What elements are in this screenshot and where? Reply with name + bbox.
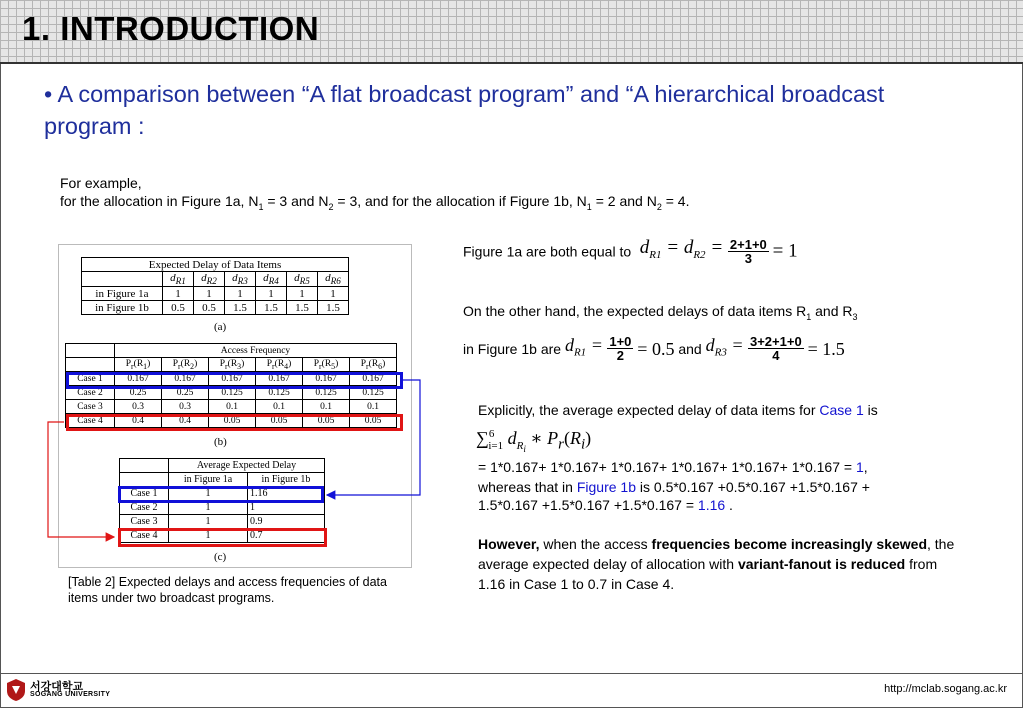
calc-line1: = 1*0.167+ 1*0.167+ 1*0.167+ 1*0.167+ 1*0.167+ 1*0.167 = 1, [478, 459, 868, 475]
label-a: (a) [214, 321, 227, 333]
table-row: Case 3 0.3 0.3 0.1 0.1 0.1 0.1 [66, 400, 397, 414]
calc-line2: whereas that in Figure 1b is 0.5*0.167 +0.5*0.167 +1.5*0.167 + [478, 479, 870, 495]
table-caption: [Table 2] Expected delays and access frequencies of data items under two broadcast programs. [68, 575, 387, 605]
explicitly-text: Explicitly, the average expected delay of data items for Case 1 is [478, 402, 878, 418]
table-header-row: in Figure 1a in Figure 1b [120, 473, 325, 487]
calc-line3: 1.5*0.167 +1.5*0.167 +1.5*0.167 = 1.16 . [478, 497, 733, 513]
table-row: in Figure 1a 1 1 1 1 1 1 [82, 287, 349, 301]
table-title: Average Expected Delay [169, 459, 325, 473]
sum-formula: ∑$^6_{i=1}$ $d_{R_i}$ ∗ $P_r(R_i)$ [476, 428, 592, 454]
table-row: Case 4 1 0.7 [120, 529, 325, 543]
label-c: (c) [214, 551, 227, 563]
table-header-row: $d_{R1}$ $d_{R2}$ $d_{R3}$ $d_{R4}$ $d_{R5}$ $d_{R6}$ [82, 272, 349, 287]
slide-title: 1. INTRODUCTION [22, 10, 320, 47]
footer-divider [0, 673, 1023, 674]
university-crest-icon [6, 678, 26, 702]
fig1a-equation: Figure 1a are both equal to $d_{R1} = d_{R2}$ = $\frac{2+1+0}{3}$ = 1 [463, 237, 798, 266]
table-header-row: $P_r(R_1)$ $P_r(R_2)$ $P_r(R_3)$ $P_r(R_4)$ $P_r(R_5)$ $P_r(R_6)$ [66, 358, 397, 372]
however-paragraph: However, when the access frequencies become increasingly skewed, the average expected delay of allocation with variant-fanout is reduced from 1.16 in Case 1 to 0.7 in Case 4. [478, 536, 955, 592]
example-line1: For example, [60, 175, 142, 191]
table-row: Case 4 0.4 0.4 0.05 0.05 0.05 0.05 [66, 414, 397, 428]
footer-url[interactable]: http://mclab.sogang.ac.kr [884, 683, 1007, 695]
table-row: Case 3 1 0.9 [120, 515, 325, 529]
university-name-en: SOGANG UNIVERSITY [30, 691, 111, 698]
table-row: Case 2 0.25 0.25 0.125 0.125 0.125 0.125 [66, 386, 397, 400]
example-line2: for the allocation in Figure 1a, $N_1 = 3$ and $N_2 = 3$, and for the allocation if Figure 1b, $N_1 = 2$ and $N_2 = 4$. [60, 193, 690, 212]
table-row: Case 1 0.167 0.167 0.167 0.167 0.167 0.167 [66, 372, 397, 386]
university-name-kr: 서강대학교 [30, 681, 84, 693]
other-hand-text: On the other hand, the expected delays of data items $R_1$ and $R_3$ [463, 303, 858, 322]
table-title: Access Frequency [115, 344, 397, 358]
fig1b-equation: in Figure 1b are $d_{R1}$ = $\frac{1+0}{2}$ = 0.5 and $d_{R3}$ = $\frac{3+2+1+0}{4}$ = 1.5 [463, 334, 845, 364]
blue-arrow [327, 380, 420, 495]
red-arrow [48, 422, 114, 537]
table-row: in Figure 1b 0.5 0.5 1.5 1.5 1.5 1.5 [82, 301, 349, 315]
table-title: Expected Delay of Data Items [82, 258, 349, 272]
table-row: Case 1 1 1.16 [120, 487, 325, 501]
label-b: (b) [214, 436, 227, 448]
bullet-point: • A comparison between “A flat broadcast program” and “A hierarchical broadcast program : [44, 81, 885, 139]
table-row: Case 2 1 1 [120, 501, 325, 515]
